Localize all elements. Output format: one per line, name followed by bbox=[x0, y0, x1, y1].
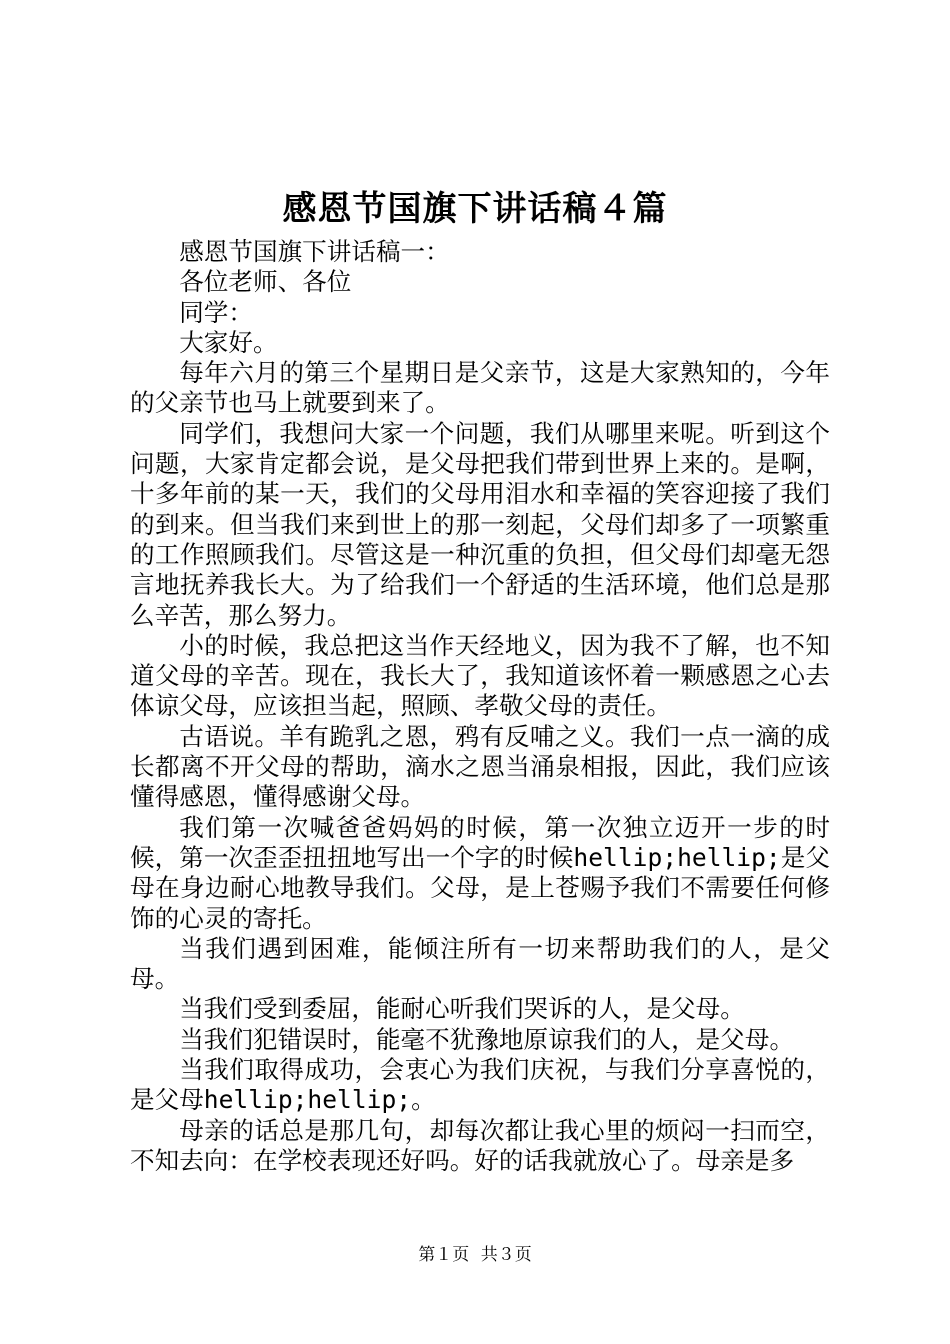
page-footer bbox=[0, 1243, 950, 1267]
page-total: 共３页 bbox=[480, 1245, 532, 1265]
paragraph: 感恩节国旗下讲话稿一： bbox=[179, 237, 450, 266]
document-body bbox=[130, 237, 830, 1176]
paragraph: 古语说。羊有跪乳之恩，鸦有反哺之义。我们一点一滴的成长都离不开父母的帮助，滴水之恩当涌泉相报，因此，我们应该懂得感恩，懂得感谢父母。 bbox=[130, 721, 830, 812]
paragraph: 当我们受到委屈，能耐心听我们哭诉的人，是父母。 bbox=[179, 994, 745, 1024]
page-number: 第１页 bbox=[418, 1245, 470, 1265]
paragraph: 各位老师、各位 bbox=[179, 267, 352, 297]
paragraph: 每年六月的第三个星期日是父亲节，这是大家熟知的，今年的父亲节也马上就要到来了。 bbox=[130, 358, 830, 418]
paragraph: 我们第一次喊爸爸妈妈的时候，第一次独立迈开一步的时候，第一次歪歪扭扭地写出一个字的时候hellip;hellip;是父母在身边耐心地教导我们。父母，是上苍赐予我们不需要任何修饰的心灵的寄托。 bbox=[130, 812, 830, 933]
paragraph: 同学： bbox=[179, 297, 253, 327]
paragraph: 大家好。 bbox=[179, 327, 278, 357]
paragraph: 小的时候，我总把这当作天经地义，因为我不了解，也不知道父母的辛苦。现在，我长大了，我知道该怀着一颗感恩之心去体谅父母，应该担当起，照顾、孝敬父母的责任。 bbox=[130, 630, 830, 721]
paragraph: 同学们，我想问大家一个问题，我们从哪里来呢。听到这个问题，大家肯定都会说，是父母把我们带到世界上来的。是啊，十多年前的某一天，我们的父母用泪水和幸福的笑容迎接了我们的到来。但当我们来到世上的那一刻起，父母们却多了一项繁重的工作照顾我们。尽管这是一种沉重的负担，但父母们却毫无怨言地抚养我长大。为了给我们一个舒适的生活环境，他们总是那么辛苦，那么努力。 bbox=[130, 418, 830, 630]
paragraph: 当我们犯错误时，能毫不犹豫地原谅我们的人，是父母。 bbox=[179, 1024, 795, 1054]
paragraph: 当我们取得成功，会衷心为我们庆祝，与我们分享喜悦的，是父母hellip;hellip;。 bbox=[130, 1055, 830, 1115]
paragraph: 母亲的话总是那几句，却每次都让我心里的烦闷一扫而空，不知去向：在学校表现还好吗。好的话我就放心了。母亲是多 bbox=[130, 1115, 830, 1175]
document-title: 感恩节国旗下讲话稿４篇 bbox=[282, 189, 668, 229]
paragraph: 当我们遇到困难，能倾注所有一切来帮助我们的人，是父母。 bbox=[130, 933, 830, 994]
